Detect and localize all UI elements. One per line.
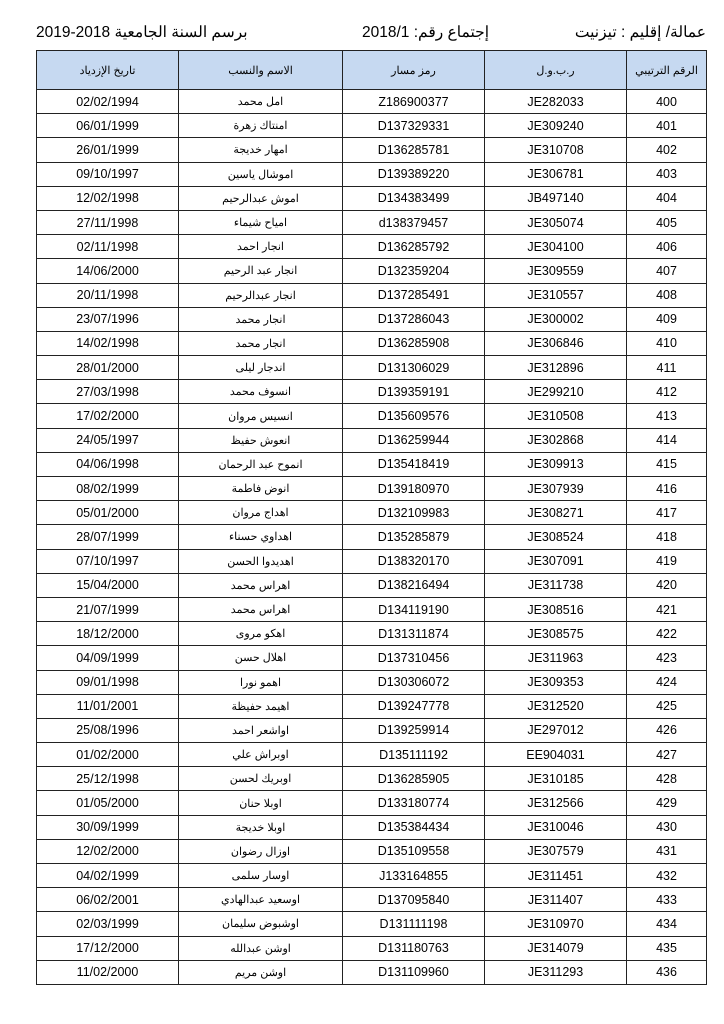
- date-of-birth-cell: 14/06/2000: [37, 259, 179, 283]
- massar-code-cell: D137310456: [343, 646, 485, 670]
- table-row: [37, 138, 707, 162]
- cin-cell: JE311293: [485, 960, 627, 984]
- column-header-number: الرقم الترتيبي: [627, 51, 707, 90]
- name-cell: اوسعيد عبدالهادي: [179, 888, 343, 912]
- cin-cell: JE312896: [485, 356, 627, 380]
- table-row: [37, 694, 707, 718]
- name-cell: اهداوي حسناء: [179, 525, 343, 549]
- massar-code-cell: J133164855: [343, 864, 485, 888]
- name-cell: اوبراش علي: [179, 743, 343, 767]
- date-of-birth-cell: 27/03/1998: [37, 380, 179, 404]
- cin-cell: EE904031: [485, 743, 627, 767]
- table-row: [37, 235, 707, 259]
- date-of-birth-cell: 04/09/1999: [37, 646, 179, 670]
- row-number-cell: 416: [627, 477, 707, 501]
- date-of-birth-cell: 20/11/1998: [37, 283, 179, 307]
- cin-cell: JE306781: [485, 162, 627, 186]
- name-cell: اوبلا خديجة: [179, 815, 343, 839]
- cin-cell: JE308516: [485, 597, 627, 621]
- name-cell: اوشن مريم: [179, 960, 343, 984]
- name-cell: امنتاك زهرة: [179, 114, 343, 138]
- cin-cell: JE307579: [485, 839, 627, 863]
- date-of-birth-cell: 02/11/1998: [37, 235, 179, 259]
- table-row: [37, 767, 707, 791]
- massar-code-cell: D139389220: [343, 162, 485, 186]
- massar-code-cell: D131311874: [343, 622, 485, 646]
- row-number-cell: 425: [627, 694, 707, 718]
- massar-code-cell: D132109983: [343, 501, 485, 525]
- cin-cell: JB497140: [485, 186, 627, 210]
- date-of-birth-cell: 25/12/1998: [37, 767, 179, 791]
- name-cell: انوض فاطمة: [179, 477, 343, 501]
- date-of-birth-cell: 09/01/1998: [37, 670, 179, 694]
- row-number-cell: 410: [627, 331, 707, 355]
- cin-cell: JE307939: [485, 477, 627, 501]
- cin-cell: JE307091: [485, 549, 627, 573]
- massar-code-cell: Z186900377: [343, 90, 485, 114]
- row-number-cell: 428: [627, 767, 707, 791]
- cin-cell: JE308575: [485, 622, 627, 646]
- name-cell: اهراس محمد: [179, 573, 343, 597]
- name-cell: اهمو نورا: [179, 670, 343, 694]
- name-cell: انجار محمد: [179, 307, 343, 331]
- cin-cell: JE311407: [485, 888, 627, 912]
- massar-code-cell: D136285905: [343, 767, 485, 791]
- date-of-birth-cell: 14/02/1998: [37, 331, 179, 355]
- massar-code-cell: D139247778: [343, 694, 485, 718]
- date-of-birth-cell: 07/10/1997: [37, 549, 179, 573]
- table-row: [37, 210, 707, 234]
- massar-code-cell: D131306029: [343, 356, 485, 380]
- name-cell: امهار خديجة: [179, 138, 343, 162]
- table-row: [37, 114, 707, 138]
- name-cell: اهراس محمد: [179, 597, 343, 621]
- cin-cell: JE311451: [485, 864, 627, 888]
- cin-cell: JE311963: [485, 646, 627, 670]
- row-number-cell: 412: [627, 380, 707, 404]
- date-of-birth-cell: 11/01/2001: [37, 694, 179, 718]
- date-of-birth-cell: 08/02/1999: [37, 477, 179, 501]
- date-of-birth-cell: 02/03/1999: [37, 912, 179, 936]
- date-of-birth-cell: 25/08/1996: [37, 718, 179, 742]
- massar-code-cell: D137095840: [343, 888, 485, 912]
- row-number-cell: 417: [627, 501, 707, 525]
- name-cell: اوشن عبدالله: [179, 936, 343, 960]
- date-of-birth-cell: 17/12/2000: [37, 936, 179, 960]
- table-row: [37, 90, 707, 114]
- table-row: [37, 452, 707, 476]
- table-row: [37, 912, 707, 936]
- cin-cell: JE304100: [485, 235, 627, 259]
- name-cell: انسوف محمد: [179, 380, 343, 404]
- name-cell: اهداج مروان: [179, 501, 343, 525]
- date-of-birth-cell: 01/05/2000: [37, 791, 179, 815]
- row-number-cell: 429: [627, 791, 707, 815]
- row-number-cell: 421: [627, 597, 707, 621]
- date-of-birth-cell: 24/05/1997: [37, 428, 179, 452]
- row-number-cell: 434: [627, 912, 707, 936]
- column-header-cin: ر.ب.و.ل: [485, 51, 627, 90]
- name-cell: اموش عبدالرحيم: [179, 186, 343, 210]
- cin-cell: JE314079: [485, 936, 627, 960]
- massar-code-cell: D138320170: [343, 549, 485, 573]
- row-number-cell: 420: [627, 573, 707, 597]
- table-row: [37, 573, 707, 597]
- date-of-birth-cell: 21/07/1999: [37, 597, 179, 621]
- name-cell: انسيس مروان: [179, 404, 343, 428]
- date-of-birth-cell: 04/06/1998: [37, 452, 179, 476]
- table-row: [37, 525, 707, 549]
- date-of-birth-cell: 28/07/1999: [37, 525, 179, 549]
- date-of-birth-cell: 28/01/2000: [37, 356, 179, 380]
- name-cell: اوبريك لحسن: [179, 767, 343, 791]
- cin-cell: JE308524: [485, 525, 627, 549]
- date-of-birth-cell: 26/01/1999: [37, 138, 179, 162]
- massar-code-cell: D139180970: [343, 477, 485, 501]
- meeting-number-label: إجتماع رقم: 2018/1: [362, 24, 490, 41]
- row-number-cell: 435: [627, 936, 707, 960]
- table-row: [37, 356, 707, 380]
- massar-code-cell: d138379457: [343, 210, 485, 234]
- massar-code-cell: D139259914: [343, 718, 485, 742]
- name-cell: اهديدوا الحسن: [179, 549, 343, 573]
- date-of-birth-cell: 17/02/2000: [37, 404, 179, 428]
- date-of-birth-cell: 11/02/2000: [37, 960, 179, 984]
- name-cell: انجار محمد: [179, 331, 343, 355]
- row-number-cell: 402: [627, 138, 707, 162]
- row-number-cell: 408: [627, 283, 707, 307]
- row-number-cell: 419: [627, 549, 707, 573]
- row-number-cell: 414: [627, 428, 707, 452]
- cin-cell: JE299210: [485, 380, 627, 404]
- name-cell: انعوش حفيظ: [179, 428, 343, 452]
- table-row: [37, 646, 707, 670]
- massar-code-cell: D135384434: [343, 815, 485, 839]
- cin-cell: JE310046: [485, 815, 627, 839]
- massar-code-cell: D136285908: [343, 331, 485, 355]
- name-cell: انجار عبد الرحيم: [179, 259, 343, 283]
- row-number-cell: 400: [627, 90, 707, 114]
- date-of-birth-cell: 09/10/1997: [37, 162, 179, 186]
- table-row: [37, 501, 707, 525]
- massar-code-cell: D133180774: [343, 791, 485, 815]
- name-cell: انجار عبدالرحيم: [179, 283, 343, 307]
- table-row: [37, 864, 707, 888]
- name-cell: امل محمد: [179, 90, 343, 114]
- table-row: [37, 331, 707, 355]
- massar-code-cell: D135418419: [343, 452, 485, 476]
- cin-cell: JE308271: [485, 501, 627, 525]
- column-header-dob: تاريخ الإزدياد: [37, 51, 179, 90]
- name-cell: اوسار سلمى: [179, 864, 343, 888]
- table-row: [37, 839, 707, 863]
- row-number-cell: 409: [627, 307, 707, 331]
- cin-cell: JE310557: [485, 283, 627, 307]
- row-number-cell: 431: [627, 839, 707, 863]
- row-number-cell: 404: [627, 186, 707, 210]
- row-number-cell: 411: [627, 356, 707, 380]
- province-label: عمالة/ إقليم : تيزنيت: [574, 24, 706, 41]
- date-of-birth-cell: 01/02/2000: [37, 743, 179, 767]
- name-cell: اهيمد حفيظة: [179, 694, 343, 718]
- cin-cell: JE309913: [485, 452, 627, 476]
- massar-code-cell: D138216494: [343, 573, 485, 597]
- massar-code-cell: D135109558: [343, 839, 485, 863]
- cin-cell: JE311738: [485, 573, 627, 597]
- row-number-cell: 401: [627, 114, 707, 138]
- name-cell: انموح عبد الرحمان: [179, 452, 343, 476]
- row-number-cell: 406: [627, 235, 707, 259]
- table-row: [37, 670, 707, 694]
- cin-cell: JE310708: [485, 138, 627, 162]
- academic-year-label: برسم السنة الجامعية 2018-2019: [36, 24, 248, 41]
- cin-cell: JE309240: [485, 114, 627, 138]
- name-cell: اوزال رضوان: [179, 839, 343, 863]
- cin-cell: JE309353: [485, 670, 627, 694]
- massar-code-cell: D134383499: [343, 186, 485, 210]
- cin-cell: JE300002: [485, 307, 627, 331]
- table-row: [37, 743, 707, 767]
- name-cell: امياح شيماء: [179, 210, 343, 234]
- name-cell: اهكو مروى: [179, 622, 343, 646]
- row-number-cell: 403: [627, 162, 707, 186]
- table-row: [37, 960, 707, 984]
- row-number-cell: 432: [627, 864, 707, 888]
- name-cell: انجار احمد: [179, 235, 343, 259]
- row-number-cell: 436: [627, 960, 707, 984]
- cin-cell: JE306846: [485, 331, 627, 355]
- table-row: [37, 428, 707, 452]
- massar-code-cell: D131109960: [343, 960, 485, 984]
- table-row: [37, 622, 707, 646]
- cin-cell: JE282033: [485, 90, 627, 114]
- massar-code-cell: D137286043: [343, 307, 485, 331]
- date-of-birth-cell: 27/11/1998: [37, 210, 179, 234]
- table-row: [37, 718, 707, 742]
- table-row: [37, 186, 707, 210]
- row-number-cell: 418: [627, 525, 707, 549]
- date-of-birth-cell: 04/02/1999: [37, 864, 179, 888]
- row-number-cell: 423: [627, 646, 707, 670]
- table-row: [37, 815, 707, 839]
- row-number-cell: 430: [627, 815, 707, 839]
- massar-code-cell: D135111192: [343, 743, 485, 767]
- date-of-birth-cell: 23/07/1996: [37, 307, 179, 331]
- row-number-cell: 426: [627, 718, 707, 742]
- massar-code-cell: D136259944: [343, 428, 485, 452]
- column-header-massar: رمز مسار: [343, 51, 485, 90]
- table-row: [37, 162, 707, 186]
- date-of-birth-cell: 12/02/1998: [37, 186, 179, 210]
- cin-cell: JE310508: [485, 404, 627, 428]
- table-row: [37, 791, 707, 815]
- cin-cell: JE312566: [485, 791, 627, 815]
- cin-cell: JE305074: [485, 210, 627, 234]
- massar-code-cell: D136285792: [343, 235, 485, 259]
- massar-code-cell: D139359191: [343, 380, 485, 404]
- massar-code-cell: D137285491: [343, 283, 485, 307]
- table-row: [37, 283, 707, 307]
- table-row: [37, 259, 707, 283]
- date-of-birth-cell: 15/04/2000: [37, 573, 179, 597]
- massar-code-cell: D135609576: [343, 404, 485, 428]
- row-number-cell: 413: [627, 404, 707, 428]
- row-number-cell: 433: [627, 888, 707, 912]
- date-of-birth-cell: 30/09/1999: [37, 815, 179, 839]
- date-of-birth-cell: 05/01/2000: [37, 501, 179, 525]
- date-of-birth-cell: 02/02/1994: [37, 90, 179, 114]
- row-number-cell: 415: [627, 452, 707, 476]
- name-cell: اندجار ليلى: [179, 356, 343, 380]
- cin-cell: JE297012: [485, 718, 627, 742]
- date-of-birth-cell: 18/12/2000: [37, 622, 179, 646]
- table-header-row: [37, 51, 707, 90]
- row-number-cell: 407: [627, 259, 707, 283]
- cin-cell: JE310970: [485, 912, 627, 936]
- cin-cell: JE310185: [485, 767, 627, 791]
- row-number-cell: 424: [627, 670, 707, 694]
- date-of-birth-cell: 06/01/1999: [37, 114, 179, 138]
- table-row: [37, 380, 707, 404]
- date-of-birth-cell: 06/02/2001: [37, 888, 179, 912]
- massar-code-cell: D131180763: [343, 936, 485, 960]
- massar-code-cell: D131111198: [343, 912, 485, 936]
- table-row: [37, 936, 707, 960]
- name-cell: اواشعر احمد: [179, 718, 343, 742]
- massar-code-cell: D135285879: [343, 525, 485, 549]
- cin-cell: JE312520: [485, 694, 627, 718]
- name-cell: اهلال حسن: [179, 646, 343, 670]
- massar-code-cell: D137329331: [343, 114, 485, 138]
- table-row: [37, 888, 707, 912]
- table-row: [37, 597, 707, 621]
- column-header-name: الاسم والنسب: [179, 51, 343, 90]
- massar-code-cell: D136285781: [343, 138, 485, 162]
- name-cell: اوشبوض سليمان: [179, 912, 343, 936]
- date-of-birth-cell: 12/02/2000: [37, 839, 179, 863]
- page-header: [36, 20, 706, 46]
- students-table: [36, 50, 707, 985]
- cin-cell: JE309559: [485, 259, 627, 283]
- table-row: [37, 404, 707, 428]
- name-cell: اوبلا حنان: [179, 791, 343, 815]
- massar-code-cell: D134119190: [343, 597, 485, 621]
- row-number-cell: 405: [627, 210, 707, 234]
- table-body: [37, 90, 707, 985]
- name-cell: اموشال ياسين: [179, 162, 343, 186]
- table-row: [37, 477, 707, 501]
- table-row: [37, 549, 707, 573]
- row-number-cell: 427: [627, 743, 707, 767]
- massar-code-cell: D130306072: [343, 670, 485, 694]
- table-row: [37, 307, 707, 331]
- row-number-cell: 422: [627, 622, 707, 646]
- massar-code-cell: D132359204: [343, 259, 485, 283]
- cin-cell: JE302868: [485, 428, 627, 452]
